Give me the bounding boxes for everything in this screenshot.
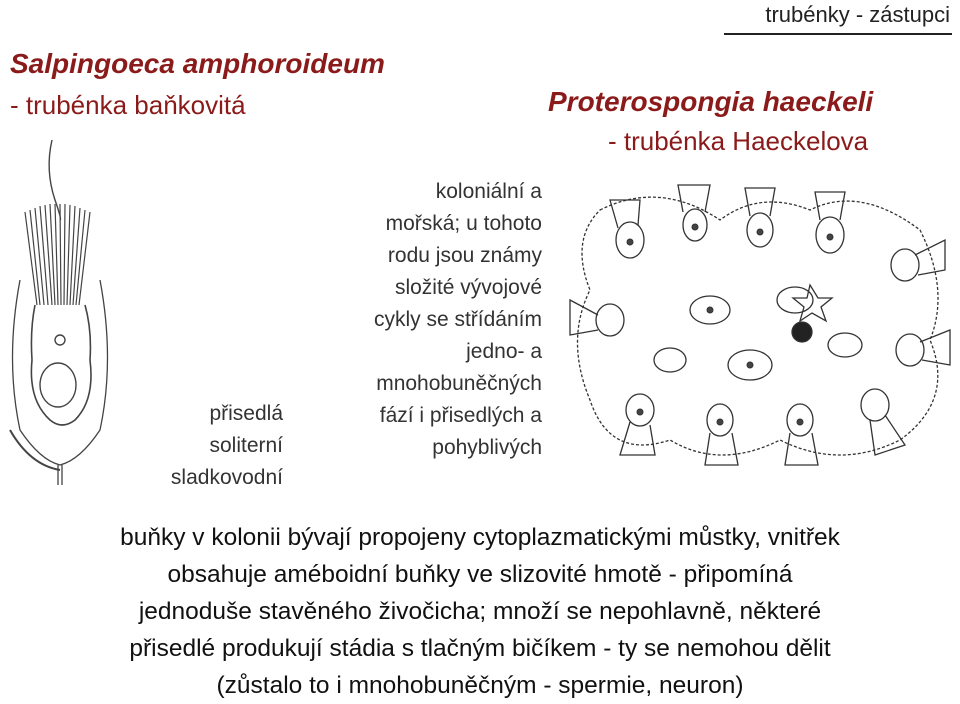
description-line: rodu jsou známy (387, 244, 542, 267)
paragraph-line: (zůstalo to i mnohobuněčným - spermie, neuron) (216, 672, 744, 699)
right-species-name: Proterospongia haeckeli (548, 86, 874, 117)
description-line: koloniální a (435, 180, 542, 203)
description-line: mnohobuněčných (376, 372, 542, 395)
left-species-common-name: - trubénka baňkovitá (10, 90, 246, 120)
paragraph-line: přisedlé produkují stádia s tlačným bičíkem - ty se nemohou dělit (129, 635, 831, 662)
left-species-traits (133, 398, 283, 494)
left-species-name: Salpingoeca amphoroideum (10, 48, 385, 79)
trait-item: sladkovodní (170, 466, 283, 489)
paragraph-line: jednoduše stavěného živočicha; množí se nepohlavně, některé (138, 598, 822, 625)
description-line: cykly se střídáním (373, 308, 542, 331)
description-line: složité vývojové (394, 276, 542, 299)
description-line: fází i přisedlých a (379, 404, 542, 427)
collar (25, 204, 90, 305)
right-species-common-name: - trubénka Haeckelova (608, 126, 869, 156)
description-line: pohyblivých (432, 436, 542, 459)
trait-item: přisedlá (209, 402, 283, 425)
paragraph-line: buňky v kolonii bývají propojeny cytoplazmatickými můstky, vnitřek (120, 524, 840, 551)
salpingoeca-illustration (0, 130, 135, 490)
description-line: jedno- a (466, 340, 542, 363)
description-line: mořská; u tohoto (385, 212, 542, 235)
paragraph-line: obsahuje améboidní buňky ve slizovité hmotě - připomíná (167, 561, 793, 588)
header-title: trubénky - zástupci (765, 2, 950, 27)
header-underline (724, 33, 952, 35)
bottom-paragraph (0, 519, 960, 704)
colony-cells (570, 185, 950, 465)
proterospongia-illustration (560, 170, 960, 480)
trait-item: soliterní (209, 434, 283, 457)
genus-description (374, 176, 542, 464)
